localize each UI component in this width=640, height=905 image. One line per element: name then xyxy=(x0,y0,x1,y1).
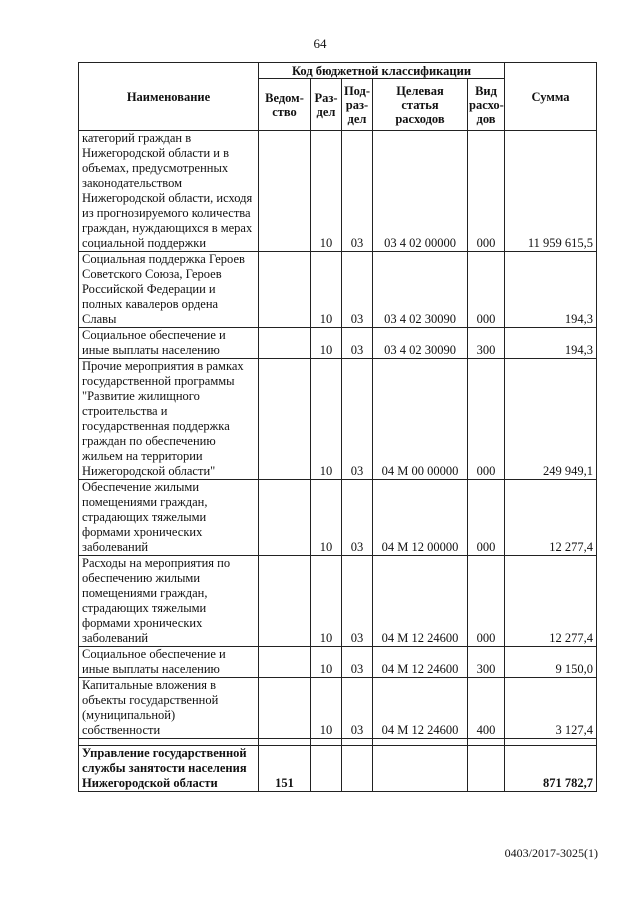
row-sum: 12 277,4 xyxy=(505,556,597,647)
row-type: 000 xyxy=(468,556,505,647)
row-sum: 194,3 xyxy=(505,328,597,359)
header-target: Целевая статья расходов xyxy=(373,79,468,131)
row-dept xyxy=(259,556,311,647)
row-subsection: 03 xyxy=(342,678,373,739)
row-section: 10 xyxy=(311,131,342,252)
row-target: 04 М 00 00000 xyxy=(373,359,468,480)
row-type: 400 xyxy=(468,678,505,739)
section-row-type xyxy=(468,746,505,792)
row-target: 03 4 02 00000 xyxy=(373,131,468,252)
row-name: Прочие мероприятия в рамках государственной программы "Развитие жилищного строительства и государственная поддержка граждан по обеспечению жильем на территории Нижегородской области" xyxy=(79,359,259,480)
row-name: Социальное обеспечение и иные выплаты населению xyxy=(79,328,259,359)
table-row xyxy=(79,678,597,739)
row-name: категорий граждан в Нижегородской области и в объемах, предусмотренных законодательством Нижегородской области, исходя из прогнозируемого количества граждан, нуждающихся в мерах социальной поддержки xyxy=(79,131,259,252)
row-dept xyxy=(259,647,311,678)
header-name: Наименование xyxy=(79,63,259,131)
section-row xyxy=(79,746,597,792)
table-row xyxy=(79,328,597,359)
header-subsection: Под- раз- дел xyxy=(342,79,373,131)
row-target: 04 М 12 24600 xyxy=(373,647,468,678)
row-dept xyxy=(259,252,311,328)
row-type: 000 xyxy=(468,131,505,252)
row-target: 03 4 02 30090 xyxy=(373,328,468,359)
row-dept xyxy=(259,131,311,252)
row-section: 10 xyxy=(311,480,342,556)
row-type: 300 xyxy=(468,647,505,678)
row-target: 03 4 02 30090 xyxy=(373,252,468,328)
row-section: 10 xyxy=(311,678,342,739)
row-type: 000 xyxy=(468,359,505,480)
table-row xyxy=(79,252,597,328)
section-row-sum: 871 782,7 xyxy=(505,746,597,792)
row-target: 04 М 12 00000 xyxy=(373,480,468,556)
row-name: Социальное обеспечение и иные выплаты населению xyxy=(79,647,259,678)
row-subsection: 03 xyxy=(342,556,373,647)
row-name: Капитальные вложения в объекты государственной (муниципальной) собственности xyxy=(79,678,259,739)
table-row xyxy=(79,647,597,678)
row-subsection: 03 xyxy=(342,131,373,252)
row-name: Обеспечение жилыми помещениями граждан, страдающих тяжелыми формами хронических заболеваний xyxy=(79,480,259,556)
section-row-section xyxy=(311,746,342,792)
table-row xyxy=(79,480,597,556)
row-section: 10 xyxy=(311,252,342,328)
row-dept xyxy=(259,328,311,359)
row-sum: 249 949,1 xyxy=(505,359,597,480)
row-dept xyxy=(259,480,311,556)
row-subsection: 03 xyxy=(342,480,373,556)
document-code: 0403/2017-3025(1) xyxy=(504,846,598,860)
section-row-dept: 151 xyxy=(259,746,311,792)
row-section: 10 xyxy=(311,328,342,359)
budget-table xyxy=(78,62,597,792)
row-subsection: 03 xyxy=(342,647,373,678)
row-sum: 194,3 xyxy=(505,252,597,328)
row-sum: 11 959 615,5 xyxy=(505,131,597,252)
row-dept xyxy=(259,359,311,480)
row-name: Расходы на мероприятия по обеспечению жилыми помещениями граждан, страдающих тяжелыми формами хронических заболеваний xyxy=(79,556,259,647)
header-dept: Ведом- ство xyxy=(259,79,311,131)
row-type: 300 xyxy=(468,328,505,359)
row-section: 10 xyxy=(311,359,342,480)
page-number: 64 xyxy=(313,36,327,51)
row-type: 000 xyxy=(468,480,505,556)
row-name: Социальная поддержка Героев Советского Союза, Героев Российской Федерации и полных кавалеров ордена Славы xyxy=(79,252,259,328)
row-target: 04 М 12 24600 xyxy=(373,556,468,647)
table-row xyxy=(79,131,597,252)
row-subsection: 03 xyxy=(342,252,373,328)
header-sum: Сумма xyxy=(505,63,597,131)
table-spacer-row xyxy=(79,739,597,746)
row-sum: 12 277,4 xyxy=(505,480,597,556)
row-subsection: 03 xyxy=(342,359,373,480)
section-row-subsection xyxy=(342,746,373,792)
header-section: Раз- дел xyxy=(311,79,342,131)
row-dept xyxy=(259,678,311,739)
section-row-name: Управление государственной службы занятости населения Нижегородской области xyxy=(79,746,259,792)
row-section: 10 xyxy=(311,556,342,647)
row-sum: 3 127,4 xyxy=(505,678,597,739)
row-sum: 9 150,0 xyxy=(505,647,597,678)
section-row-target xyxy=(373,746,468,792)
table-row xyxy=(79,359,597,480)
table-row xyxy=(79,556,597,647)
row-subsection: 03 xyxy=(342,328,373,359)
row-type: 000 xyxy=(468,252,505,328)
row-section: 10 xyxy=(311,647,342,678)
row-target: 04 М 12 24600 xyxy=(373,678,468,739)
header-type: Вид расхо- дов xyxy=(468,79,505,131)
header-classification-group: Код бюджетной классификации xyxy=(259,63,505,79)
